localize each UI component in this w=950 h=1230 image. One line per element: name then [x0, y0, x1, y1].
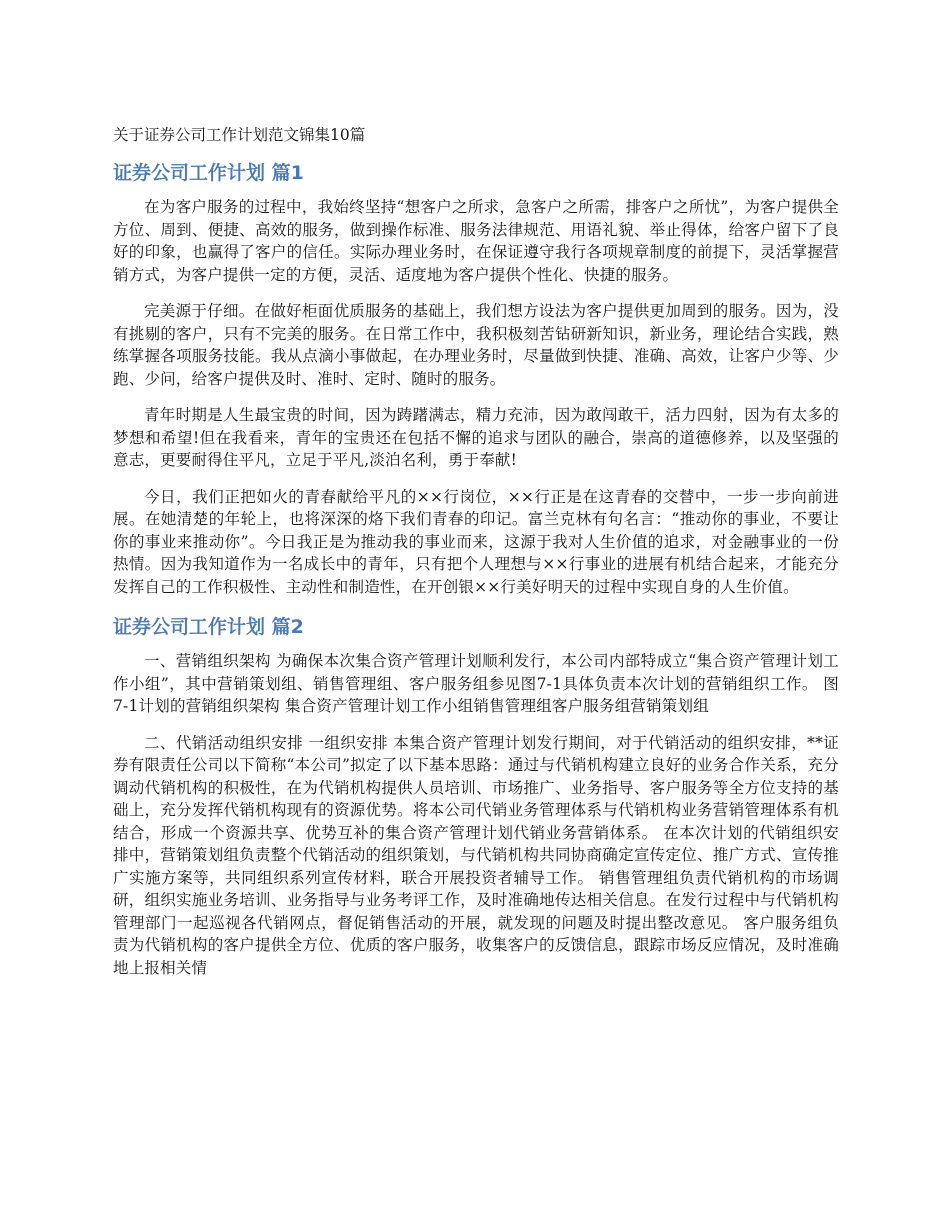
- section-heading: 证券公司工作计划 篇2: [113, 616, 304, 638]
- section-2: [113, 612, 839, 979]
- document-page: [113, 122, 839, 993]
- paragraph: 在为客户服务的过程中，我始终坚持“想客户之所求，急客户之所需，排客户之所忧”，为客户提供全方位、周到、便捷、高效的服务，做到操作标准、服务法律规范、用语礼貌、举止得体，给客户留下了良好的印象，也赢得了客户的信任。实际办理业务时，在保证遵守我行各项规章制度的前提下，灵活掌握营销方式，为客户提供一定的方便，灵活、适度地为客户提供个性化、快捷的服务。: [113, 198, 839, 284]
- paragraph: 完美源于仔细。在做好柜面优质服务的基础上，我们想方设法为客户提供更加周到的服务。因为，没有挑剔的客户，只有不完美的服务。在日常工作中，我积极刻苦钻研新知识，新业务，理论结合实践，熟练掌握各项服务技能。我从点滴小事做起，在办理业务时，尽量做到快捷、准确、高效，让客户少等、少跑、少问，给客户提供及时、准时、定时、随时的服务。: [113, 302, 839, 388]
- document-title: 关于证券公司工作计划范文锦集10篇: [113, 126, 366, 144]
- section-1: [113, 158, 839, 598]
- paragraph: 今日，我们正把如火的青春献给平凡的××行岗位，××行正是在这青春的交替中，一步一步向前进展。在她清楚的年轮上，也将深深的烙下我们青春的印记。富兰克林有句名言：“推动你的事业，不要让你的事业来推动你”。今日我正是为推动我的事业而来，这源于我对人生价值的追求，对金融事业的一份热情。因为我知道作为一名成长中的青年，只有把个人理想与××行事业的进展有机结合起来，才能充分发挥自己的工作积极性、主动性和制造性，在开创银××行美好明天的过程中实现自身的人生价值。: [113, 487, 839, 596]
- paragraph: 二、代销活动组织安排 一组织安排 本集合资产管理计划发行期间，对于代销活动的组织安排，**证券有限责任公司以下简称“本公司”拟定了以下基本思路：通过与代销机构建立良好的业务合作关系，充分调动代销机构的积极性，在为代销机构提供人员培训、市场推广、业务指导、客户服务等全方位支持的基础上，充分发挥代销机构现有的资源优势。将本公司代销业务管理体系与代销机构业务营销管理体系有机结合，形成一个资源共享、优势互补的集合资产管理计划代销业务营销体系。 在本次计划的代销组织安排中，营销策划组负责整个代销活动的组织策划，与代销机构共同协商确定宣传定位、推广方式、宣传推广实施方案等，共同组织系列宣传材料，联合开展投资者辅导工作。 销售管理组负责代销机构的市场调研，组织实施业务培训、业务指导与业务考评工作，及时准确地传达相关信息。在发行过程中与代销机构管理部门一起巡视各代销网点，督促销售活动的开展，就发现的问题及时提出整改意见。 客户服务组负责为代销机构的客户提供全方位、优质的客户服务，收集客户的反馈信息，跟踪市场反应情况，及时准确地上报相关情: [113, 733, 839, 977]
- section-heading: 证券公司工作计划 篇1: [113, 162, 304, 184]
- paragraph: 青年时期是人生最宝贵的时间，因为踌躇满志，精力充沛，因为敢闯敢干，活力四射，因为有太多的梦想和希望!但在我看来，青年的宝贵还在包括不懈的追求与团队的融合，崇高的道德修养，以及坚强的意志，更要耐得住平凡，立足于平凡,淡泊名利，勇于奉献!: [113, 406, 839, 469]
- paragraph: 一、营销组织架构 为确保本次集合资产管理计划顺利发行，本公司内部特成立“集合资产管理计划工作小组”，其中营销策划组、销售管理组、客户服务组参见图7-1具体负责本次计划的营销组织工作。 图7-1计划的营销组织架构 集合资产管理计划工作小组销售管理组客户服务组营销策划组: [113, 652, 839, 715]
